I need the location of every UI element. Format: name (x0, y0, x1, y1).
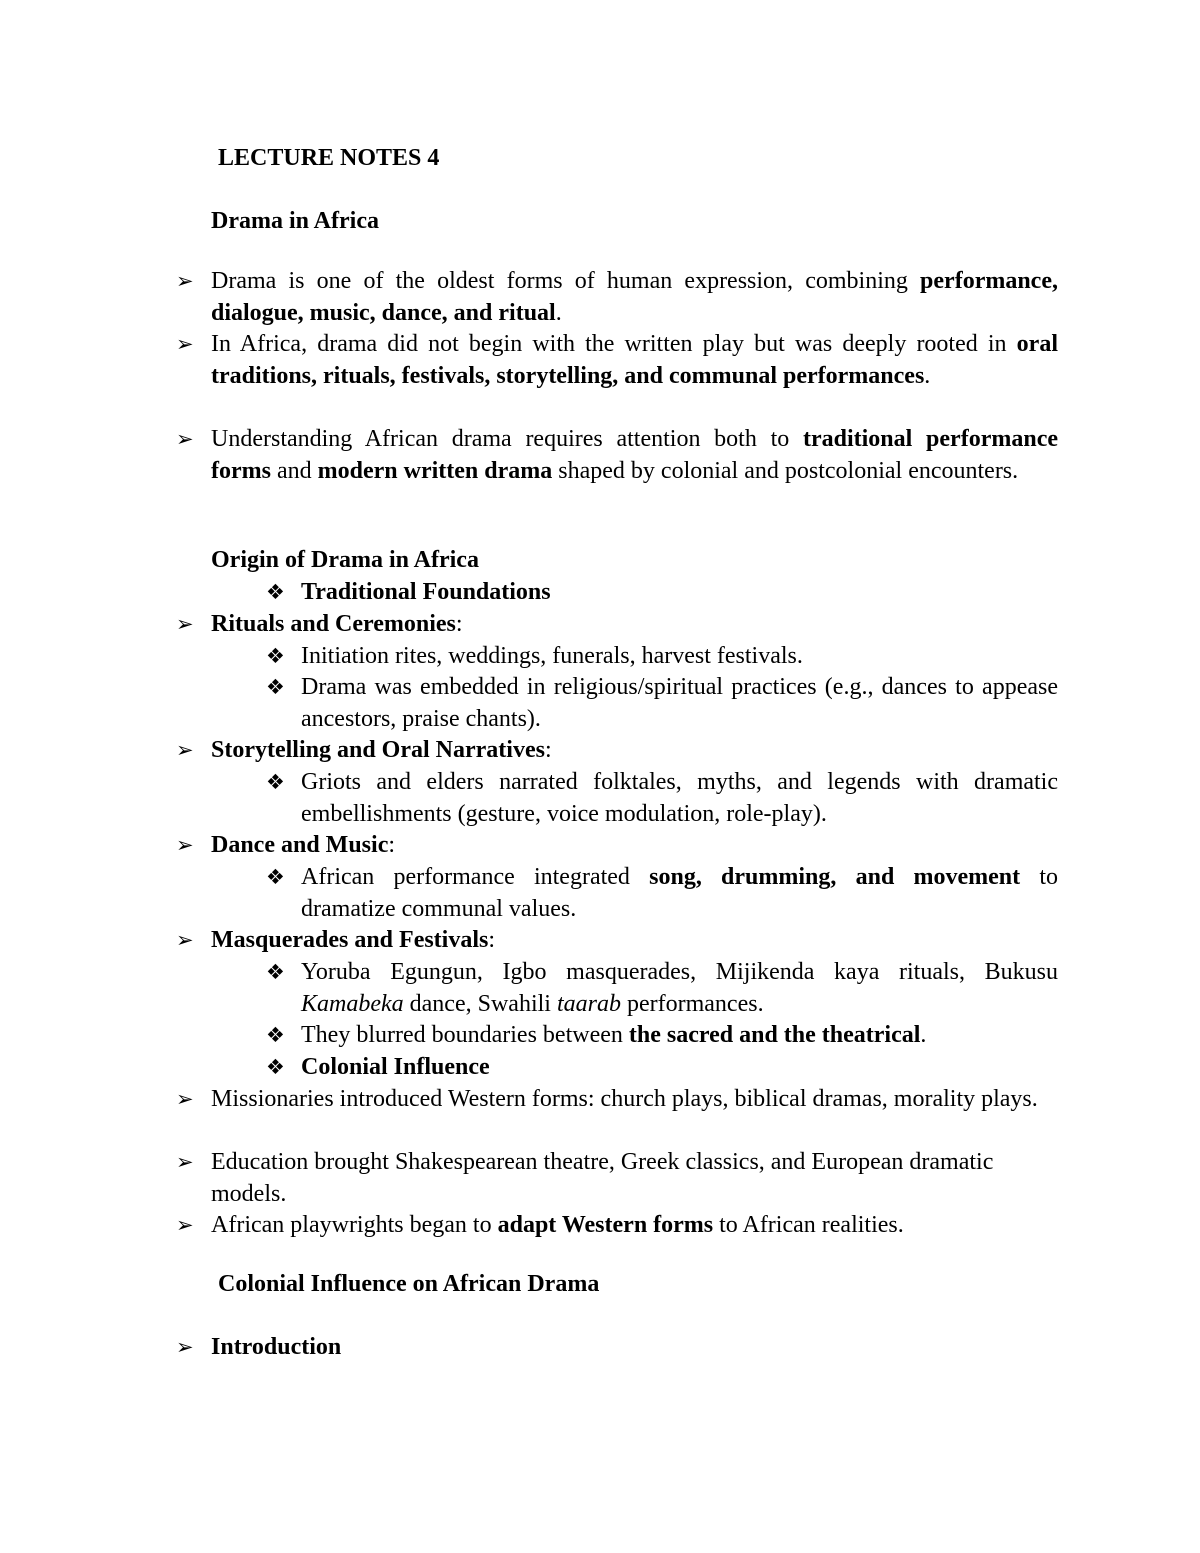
diamond-bullet-icon: ❖ (266, 580, 285, 604)
diamond-bullet-icon: ❖ (266, 1055, 285, 1079)
arrow-bullet-icon: ➢ (176, 738, 194, 762)
list-item (176, 1332, 1058, 1364)
introduction-heading: Introduction (211, 1334, 342, 1360)
diamond-bullet-icon: ❖ (266, 1023, 285, 1047)
page-title: LECTURE NOTES 4 (218, 145, 440, 171)
list-item: ❖ They blurred boundaries between the sacred and the theatrical. (266, 1020, 1058, 1052)
diamond-bullet-icon: ❖ (266, 770, 285, 794)
subheading-traditional-foundations: ❖ Traditional Foundations (266, 577, 551, 609)
arrow-bullet-icon: ➢ (176, 1087, 194, 1111)
list-item: ➢ Masquerades and Festivals: (176, 925, 1058, 957)
diamond-bullet-icon: ❖ (266, 865, 285, 889)
list-item: ➢ Drama is one of the oldest forms of human expression, combining performance, dialogue, music, dance, and ritual. (176, 268, 1058, 326)
list-item: ❖ Initiation rites, weddings, funerals, harvest festivals. (266, 641, 1058, 673)
arrow-bullet-icon: ➢ (176, 928, 194, 952)
arrow-bullet-icon: ➢ (176, 427, 194, 451)
arrow-bullet-icon: ➢ (176, 269, 194, 293)
arrow-bullet-icon: ➢ (176, 1335, 194, 1359)
diamond-bullet-icon: ❖ (266, 644, 285, 668)
list-item: ❖ Yoruba Egungun, Igbo masquerades, Mijikenda kaya rituals, Bukusu Kamabeka dance, Swahili taarab performances. (266, 959, 1058, 1017)
list-item: ➢ Understanding African drama requires attention both to traditional performance forms and modern written drama shaped by colonial and postcolonial encounters. (176, 426, 1058, 484)
section-heading-drama-in-africa: Drama in Africa (211, 208, 379, 234)
subheading-colonial-influence: ❖ Colonial Influence (266, 1052, 490, 1084)
arrow-bullet-icon: ➢ (176, 332, 194, 356)
list-item: ➢ In Africa, drama did not begin with the written play but was deeply rooted in oral traditions, rituals, festivals, storytelling, and communal performances. (176, 331, 1058, 389)
list-item: ❖ Griots and elders narrated folktales, myths, and legends with dramatic embellishments (gesture, voice modulation, role-play). (266, 769, 1058, 827)
diamond-bullet-icon: ❖ (266, 675, 285, 699)
section-heading-colonial-influence: Colonial Influence on African Drama (218, 1271, 600, 1297)
list-item: ❖ Drama was embedded in religious/spiritual practices (e.g., dances to appease ancestors, praise chants). (266, 674, 1058, 732)
arrow-bullet-icon: ➢ (176, 1150, 194, 1174)
arrow-bullet-icon: ➢ (176, 612, 194, 636)
diamond-bullet-icon: ❖ (266, 960, 285, 984)
arrow-bullet-icon: ➢ (176, 833, 194, 857)
list-item: ➢ Missionaries introduced Western forms: church plays, biblical dramas, morality plays. (176, 1084, 1058, 1116)
section-heading-origin: Origin of Drama in Africa (211, 547, 479, 573)
list-item: ➢ African playwrights began to adapt Western forms to African realities. (176, 1210, 1058, 1242)
list-item: ❖ African performance integrated song, drumming, and movement to dramatize communal values. (266, 864, 1059, 922)
arrow-bullet-icon: ➢ (176, 1213, 194, 1237)
list-item: ➢ Rituals and Ceremonies: (176, 609, 1058, 641)
list-item: ➢ Education brought Shakespearean theatre, Greek classics, and European dramatic models. (176, 1149, 994, 1207)
list-item: ➢ Storytelling and Oral Narratives: (176, 735, 1058, 767)
list-item: ➢ Dance and Music: (176, 830, 1058, 862)
